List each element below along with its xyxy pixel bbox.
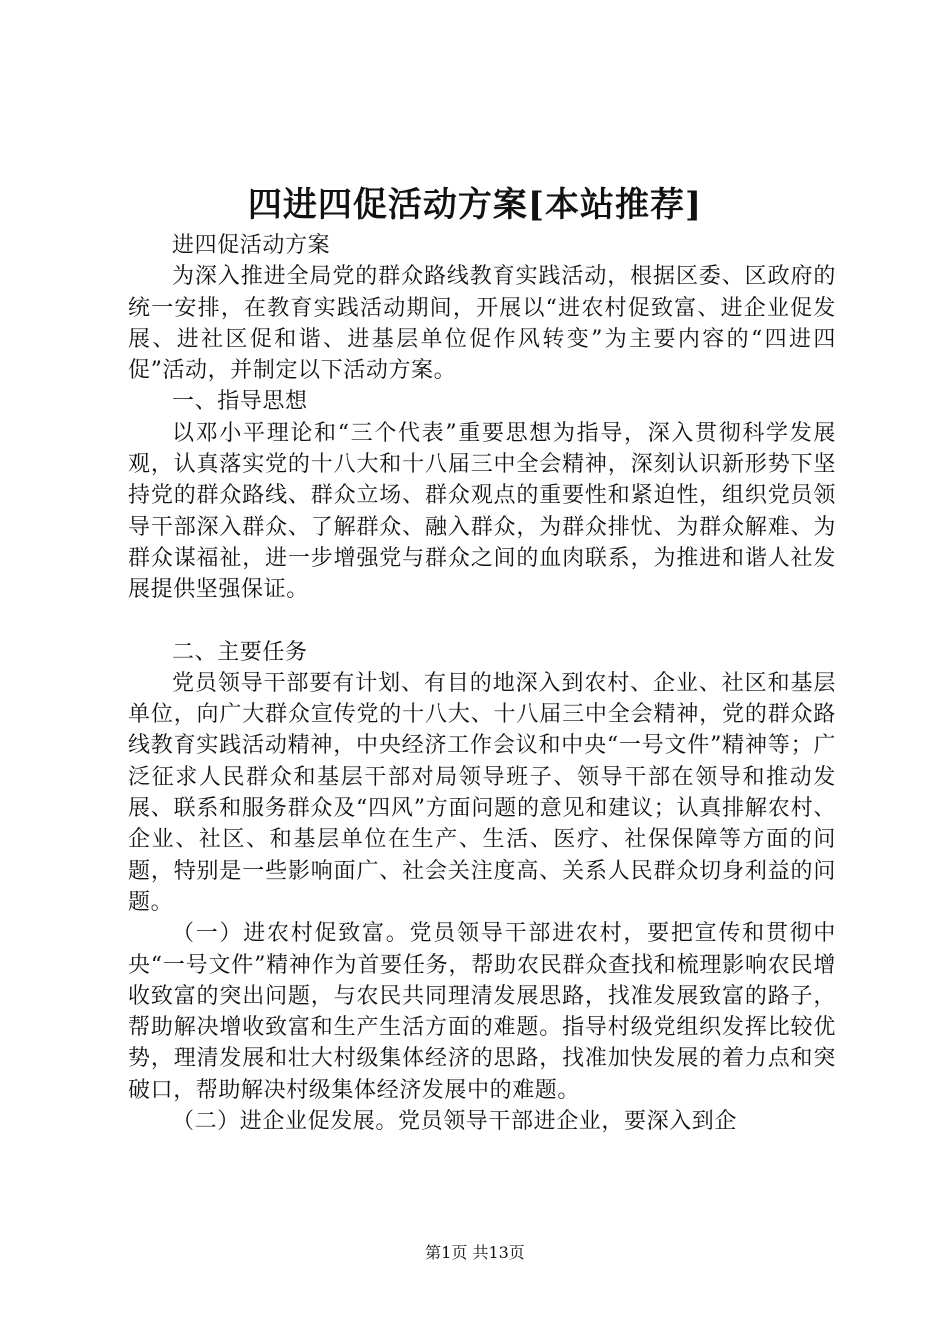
page-number-footer: 第1页 共13页 [425, 1243, 525, 1262]
main-tasks-paragraph: 党员领导干部要有计划、有目的地深入到农村、企业、社区和基层单位，向广大群众宣传党的十八大、十八届三中全会精神，党的群众路线教育实践活动精神，中央经济工作会议和中央“一号文件”精神等；广泛征求人民群众和基层干部对局领导班子、领导干部在领导和推动发展、联系和服务群众及“四风”方面问题的意见和建议；认真排解农村、企业、社区、和基层单位在生产、生活、医疗、社保保障等方面的问题，特别是一些影响面广、社会关注度高、关系人民群众切身利益的问题。 [128, 670, 836, 915]
section-heading-main-tasks: 二、主要任务 [172, 639, 308, 665]
document-title: 四进四促活动方案[本站推荐] [247, 185, 703, 225]
subtitle-paragraph: 进四促活动方案 [172, 233, 331, 258]
intro-paragraph: 为深入推进全局党的群众路线教育实践活动，根据区委、区政府的统一安排，在教育实践活动期间，开展以“进农村促致富、进企业促发展、进社区促和谐、进基层单位促作风转变”为主要内容的“四进四促”活动，并制定以下活动方案。 [128, 264, 836, 384]
section-heading-guiding-thought: 一、指导思想 [172, 389, 308, 415]
task-two-paragraph: （二）进企业促发展。党员领导干部进企业，要深入到企 [172, 1109, 738, 1135]
task-one-paragraph: （一）进农村促致富。党员领导干部进农村，要把宣传和贯彻中央“一号文件”精神作为首要任务，帮助农民群众查找和梳理影响农民增收致富的突出问题，与农民共同理清发展思路，找准发展致富的路子，帮助解决增收致富和生产生活方面的难题。指导村级党组织发挥比较优势，理清发展和壮大村级集体经济的思路，找准加快发展的着力点和突破口，帮助解决村级集体经济发展中的难题。 [128, 921, 836, 1103]
guiding-thought-paragraph: 以邓小平理论和“三个代表”重要思想为指导，深入贯彻科学发展观，认真落实党的十八大和十八届三中全会精神，深刻认识新形势下坚持党的群众路线、群众立场、群众观点的重要性和紧迫性，组织党员领导干部深入群众、了解群众、融入群众，为群众排忧、为群众解难、为群众谋福祉，进一步增强党与群众之间的血肉联系，为推进和谐人社发展提供坚强保证。 [128, 420, 836, 603]
document-body [128, 230, 836, 1137]
